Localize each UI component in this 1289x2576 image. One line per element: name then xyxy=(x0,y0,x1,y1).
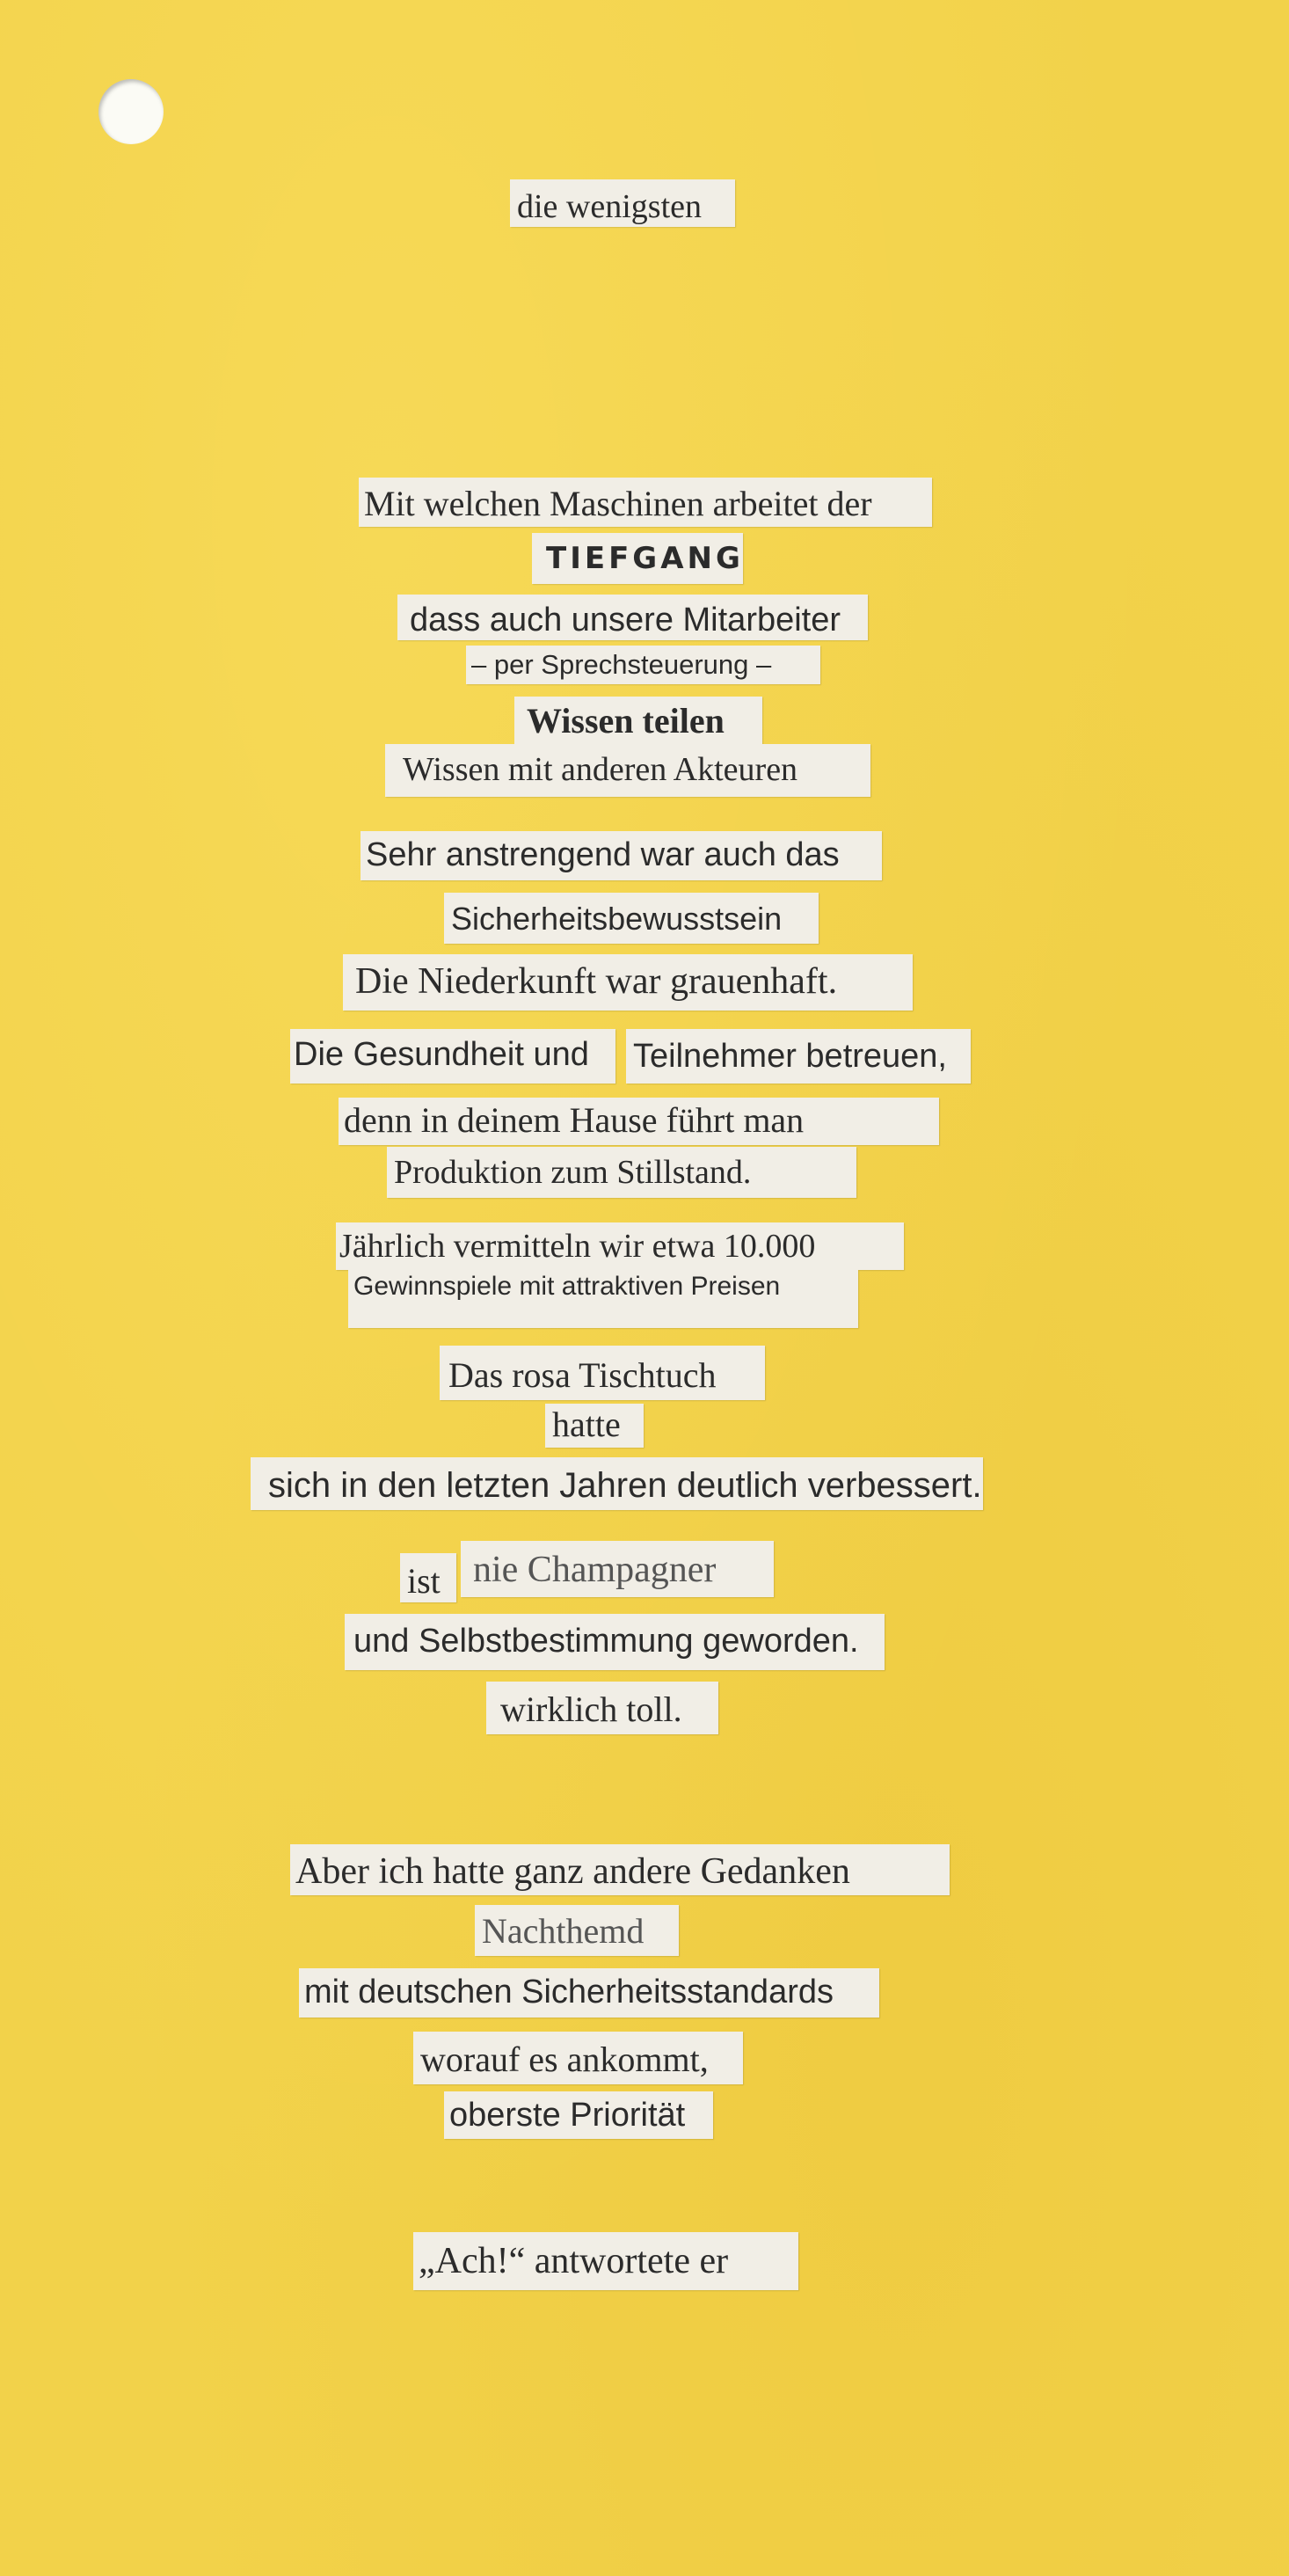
clipping-line: die wenigsten xyxy=(510,179,735,227)
clipping-line: Teilnehmer betreuen, xyxy=(626,1029,971,1084)
clipping-line: Wissen teilen xyxy=(514,697,762,744)
clipping-line: Sehr anstrengend war auch das xyxy=(360,831,882,880)
clipping-line: „Ach!“ antwortete er xyxy=(413,2232,798,2290)
clipping-line: Die Gesundheit und xyxy=(290,1029,615,1084)
clipping-line: oberste Priorität xyxy=(444,2091,713,2139)
clipping-line: und Selbstbestimmung geworden. xyxy=(345,1614,885,1670)
clipping-line: Aber ich hatte ganz andere Gedanken xyxy=(290,1844,950,1895)
clipping-line: Wissen mit anderen Akteuren xyxy=(385,744,870,797)
clipping-line: Nachthemd xyxy=(475,1905,679,1956)
clipping-line: Produktion zum Stillstand. xyxy=(387,1147,856,1198)
clipping-line: dass auch unsere Mitarbeiter xyxy=(397,595,868,640)
clipping-line: Sicherheitsbewusstsein xyxy=(444,893,819,944)
clipping-line: denn in deinem Hause führt man xyxy=(339,1098,939,1145)
clipping-line: sich in den letzten Jahren deutlich verbessert. xyxy=(251,1457,983,1510)
clipping-line: Das rosa Tischtuch xyxy=(440,1346,765,1400)
clipping-line: hatte xyxy=(545,1404,644,1448)
clipping-line: Gewinnspiele mit attraktiven Preisen xyxy=(348,1270,858,1328)
clipping-line: – per Sprechsteuerung – xyxy=(466,646,820,684)
punch-hole-icon xyxy=(98,79,164,144)
clipping-line: Mit welchen Maschinen arbeitet der xyxy=(359,478,932,527)
clipping-line: ist xyxy=(400,1553,456,1602)
clipping-line: mit deutschen Sicherheitsstandards xyxy=(299,1968,879,2018)
clipping-line: Jährlich vermitteln wir etwa 10.000 xyxy=(336,1222,904,1270)
clipping-line: Die Niederkunft war grauenhaft. xyxy=(343,954,913,1011)
clipping-line: TIEFGANG xyxy=(532,533,743,584)
clipping-line: worauf es ankommt, xyxy=(413,2032,743,2084)
clipping-line: wirklich toll. xyxy=(486,1682,718,1734)
clipping-line: nie Champagner xyxy=(461,1541,774,1597)
